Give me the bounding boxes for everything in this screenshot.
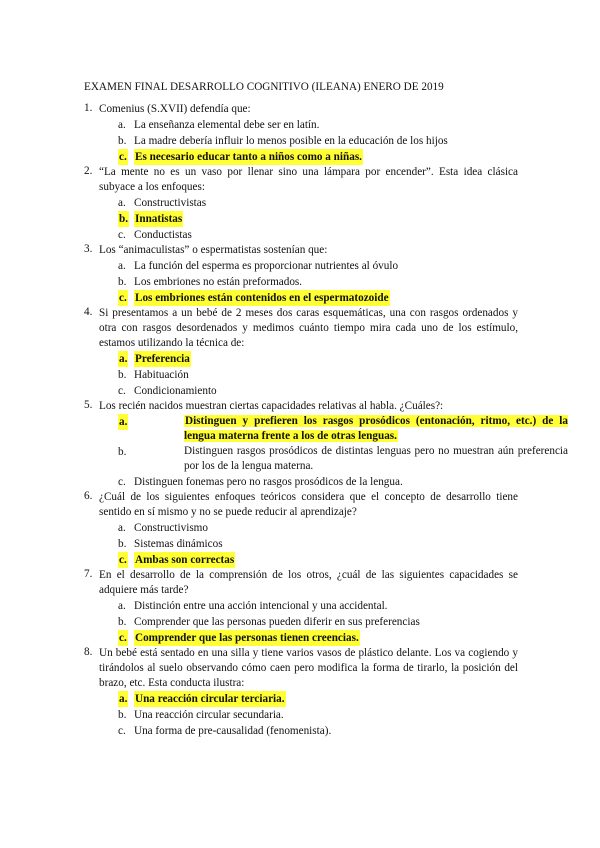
option-letter: b. (118, 276, 127, 288)
option-letter: a. (118, 260, 126, 272)
question-text: ¿Cuál de los siguientes enfoques teóricos considera que el concepto de desarrollo tiene sentido en sí mismo y no se puede reducir al aprendizaje? (99, 491, 518, 518)
question-6 (84, 490, 518, 568)
option-text: La madre debería influir lo menos posible en la educación de los hijos (134, 135, 448, 147)
question-5 (84, 399, 568, 490)
option-a-correct (84, 414, 568, 444)
option-letter: b. (118, 446, 127, 458)
option-letter: a. (118, 119, 126, 131)
option-letter: c. (118, 476, 126, 488)
question-number: 6. (84, 490, 93, 502)
option-c-correct (84, 552, 518, 568)
option-text: Es necesario educar tanto a niños como a niñas. (135, 151, 362, 163)
question-text: Si presentamos a un bebé de 2 meses dos caras esquemáticas, una con rasgos ordenados y otra con rasgos desordenados y medimos cuánto tiempo mira cada uno de los estímulo, estamos utilizando la técnica de: (99, 307, 518, 349)
question-number: 5. (84, 399, 93, 411)
option-text: Una reacción circular terciaria. (135, 693, 285, 705)
question-7 (84, 568, 518, 646)
option-b (84, 614, 518, 630)
question-number: 7. (84, 568, 93, 580)
option-letter: b. (118, 709, 127, 721)
option-c-correct (84, 290, 518, 306)
question-number: 4. (84, 306, 93, 318)
option-text: Distinguen fonemas pero no rasgos prosódicos de la lengua. (134, 476, 403, 488)
option-b (84, 444, 568, 474)
option-letter: c. (119, 632, 127, 644)
option-b (84, 274, 518, 290)
option-letter: a. (118, 522, 126, 534)
option-letter: a. (119, 693, 128, 705)
option-c (84, 383, 518, 399)
question-number: 1. (84, 102, 93, 114)
option-letter: c. (118, 725, 126, 737)
option-text: La enseñanza elemental debe ser en latín. (134, 119, 320, 131)
option-letter: a. (118, 600, 126, 612)
option-c-correct (84, 149, 518, 165)
option-b-correct (84, 211, 518, 227)
question-text: Los recién nacidos muestran ciertas capacidades relativas al habla. ¿Cuáles?: (99, 400, 444, 412)
option-text: Una forma de pre-causalidad (fenomenista). (134, 725, 332, 737)
option-text: Los embriones no están preformados. (134, 276, 303, 288)
exam-title: EXAMEN FINAL DESARROLLO COGNITIVO (ILEANA) ENERO DE 2019 (84, 81, 444, 93)
option-b (84, 536, 518, 552)
option-text: Conductistas (134, 229, 192, 241)
option-letter: c. (119, 292, 127, 304)
option-a (84, 258, 518, 274)
option-text: Una reacción circular secundaria. (134, 709, 284, 721)
question-8 (84, 646, 518, 739)
option-letter: c. (119, 554, 127, 566)
option-text: Condicionamiento (134, 385, 217, 397)
option-text: Preferencia (135, 353, 190, 365)
option-text: Distinguen rasgos prosódicos de distintas lenguas pero no muestran aún preferencia por los de la lengua materna. (184, 445, 568, 472)
option-letter: b. (118, 616, 127, 628)
question-text: En el desarrollo de la comprensión de los otros, ¿cuál de las siguientes capacidades se adquiere más tarde? (99, 569, 518, 596)
option-b (84, 367, 518, 383)
option-a (84, 598, 518, 614)
option-c-correct (84, 630, 518, 646)
option-text: Ambas son correctas (135, 554, 235, 566)
option-text: Comprender que las personas pueden diferir en sus preferencias (134, 616, 420, 628)
option-a (84, 117, 518, 133)
option-letter: b. (118, 538, 127, 550)
option-letter: b. (118, 135, 127, 147)
option-letter: c. (119, 151, 127, 163)
question-2 (84, 165, 518, 243)
option-a-correct (84, 691, 518, 707)
option-letter: a. (118, 197, 126, 209)
option-a-correct (84, 351, 518, 367)
option-c (84, 227, 518, 243)
option-letter: a. (119, 353, 128, 365)
question-4 (84, 306, 518, 399)
question-3 (84, 243, 518, 306)
option-c (84, 474, 518, 490)
question-text: Los “animaculistas” o espermatistas sostenían que: (99, 244, 328, 256)
option-b (84, 133, 518, 149)
option-text: Los embriones están contenidos en el espermatozoide (135, 292, 389, 304)
option-text: Innatistas (135, 213, 183, 225)
option-text: Habituación (134, 369, 189, 381)
question-text: “La mente no es un vaso por llenar sino una lámpara por encender”. Esta idea clásica subyace a los enfoques: (99, 166, 518, 193)
option-text: Constructivismo (134, 522, 208, 534)
question-text: Un bebé está sentado en una silla y tiene varios vasos de plástico delante. Los va cogiendo y tirándolos al suelo observando cómo caen pero modifica la forma de tirarlo, la posición del brazo, etc. Esta conducta ilustra: (99, 647, 518, 689)
question-1 (84, 102, 518, 165)
option-text: Comprender que las personas tienen creencias. (135, 632, 359, 644)
option-a (84, 195, 518, 211)
option-letter: c. (118, 229, 126, 241)
option-text: Distinguen y prefieren los rasgos prosódicos (entonación, ritmo, etc.) de la lengua materna frente a los de otras lenguas. (184, 415, 568, 442)
question-number: 2. (84, 165, 93, 177)
question-number: 8. (84, 646, 93, 658)
option-text: Constructivistas (134, 197, 207, 209)
option-b (84, 707, 518, 723)
option-text: Sistemas dinámicos (134, 538, 223, 550)
option-text: La función del esperma es proporcionar nutrientes al óvulo (134, 260, 399, 272)
question-text: Comenius (S.XVII) defendía que: (99, 103, 251, 115)
option-letter: a. (119, 416, 128, 428)
option-text: Distinción entre una acción intencional y una accidental. (134, 600, 388, 612)
option-c (84, 723, 518, 739)
option-letter: b. (118, 369, 127, 381)
option-a (84, 520, 518, 536)
question-number: 3. (84, 243, 93, 255)
question-list (84, 102, 568, 739)
option-letter: b. (119, 213, 129, 225)
option-letter: c. (118, 385, 126, 397)
